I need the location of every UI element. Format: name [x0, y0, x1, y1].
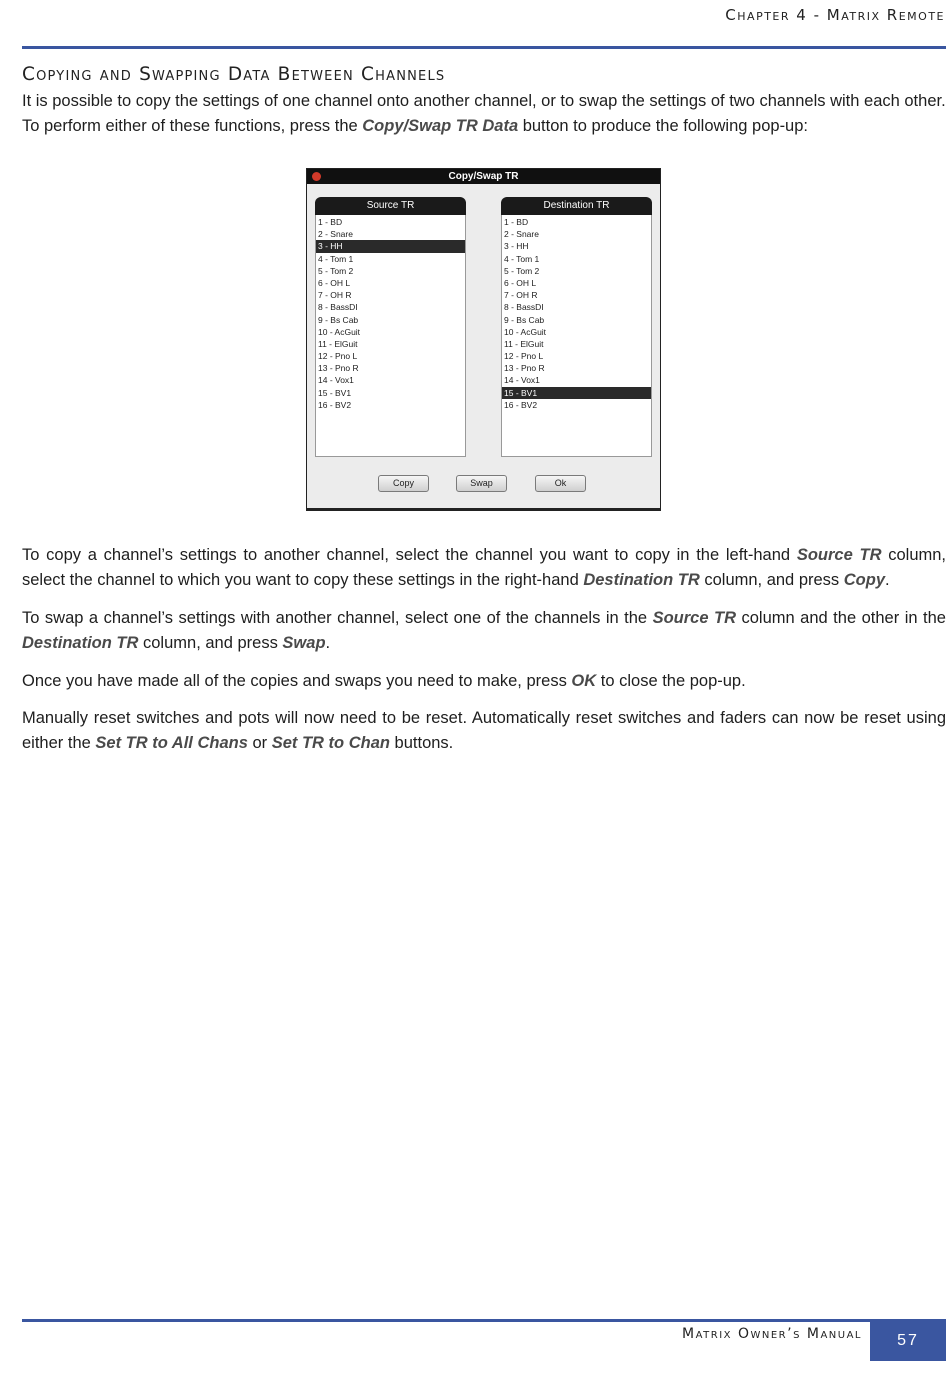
intro-paragraph: [22, 89, 946, 139]
section-title: Copying and Swapping Data Between Channels: [22, 64, 446, 85]
paragraph-text: buttons.: [389, 734, 454, 752]
paragraph-text: column, and press: [699, 571, 844, 589]
source-list-item[interactable]: 5 - Tom 2: [318, 265, 354, 276]
source-list-item[interactable]: 12 - Pno L: [318, 351, 358, 362]
source-list-item[interactable]: 2 - Snare: [318, 229, 353, 240]
destination-list-item[interactable]: 4 - Tom 1: [504, 253, 540, 264]
swap-ref: Swap: [282, 634, 326, 652]
paragraph-text: to close the pop-up.: [596, 672, 746, 690]
dialog-title: Copy/Swap TR: [448, 171, 519, 182]
source-list-item[interactable]: 13 - Pno R: [318, 363, 359, 374]
source-list-item[interactable]: 8 - BassDI: [318, 302, 358, 313]
swap-paragraph: [22, 606, 946, 656]
source-list-item[interactable]: 14 - Vox1: [318, 375, 354, 386]
source-list-item[interactable]: 11 - ElGuit: [318, 338, 358, 349]
ok-button[interactable]: Ok: [535, 475, 586, 492]
manual-title: Matrix Owner’s Manual: [682, 1326, 862, 1342]
destination-list-item[interactable]: 16 - BV2: [504, 399, 538, 410]
dialog-bottom-border: [307, 508, 660, 510]
copy-button[interactable]: Copy: [378, 475, 429, 492]
source-list-item[interactable]: 1 - BD: [318, 217, 343, 227]
header-rule: [22, 46, 946, 49]
destination-tr-ref: Destination TR: [583, 571, 700, 589]
page-number: 57: [870, 1321, 946, 1361]
copy-swap-button-ref: Copy/Swap TR Data: [362, 117, 519, 135]
destination-list-item[interactable]: 8 - BassDI: [504, 302, 544, 313]
swap-button[interactable]: Swap: [456, 475, 507, 492]
ok-paragraph: [22, 669, 946, 694]
destination-list-panel: [501, 197, 652, 460]
destination-tr-ref: Destination TR: [22, 634, 139, 652]
copy-swap-dialog: [306, 168, 661, 511]
destination-list-header: Destination TR: [501, 197, 652, 215]
destination-list-item[interactable]: 10 - AcGuit: [504, 326, 547, 337]
copy-paragraph: [22, 543, 946, 593]
source-list-item[interactable]: 7 - OH R: [318, 290, 352, 301]
destination-list-item[interactable]: 15 - BV1: [502, 387, 651, 399]
source-list-header: Source TR: [315, 197, 466, 215]
set-tr-all-chans-ref: Set TR to All Chans: [95, 734, 248, 752]
destination-list-item[interactable]: 11 - ElGuit: [504, 338, 544, 349]
source-list-item[interactable]: 3 - HH: [316, 240, 465, 252]
set-tr-chan-ref: Set TR to Chan: [271, 734, 390, 752]
dialog-titlebar: [307, 169, 660, 184]
paragraph-text: .: [325, 634, 331, 652]
ok-ref: OK: [571, 672, 597, 690]
source-tr-ref: Source TR: [652, 609, 736, 627]
source-list-item[interactable]: 15 - BV1: [318, 387, 352, 398]
paragraph-text: column, and press: [138, 634, 283, 652]
destination-list-item[interactable]: 1 - BD: [504, 217, 529, 227]
source-list-item[interactable]: 6 - OH L: [318, 277, 351, 288]
paragraph-text: or: [247, 734, 272, 752]
close-icon[interactable]: [312, 172, 321, 181]
source-list-panel: [315, 197, 466, 460]
destination-list[interactable]: [501, 215, 652, 457]
source-list-item[interactable]: 9 - Bs Cab: [318, 314, 359, 325]
reset-paragraph: [22, 706, 946, 756]
paragraph-text: To copy a channel’s settings to another channel, select the channel you want to copy in the left-hand: [22, 546, 797, 564]
intro-line-1: It is possible to copy the settings of one channel onto another channel, or to swap the settings of two channels with each other.: [22, 92, 946, 110]
destination-list-item[interactable]: 13 - Pno R: [504, 363, 545, 374]
paragraph-text: column, select the channel to which you want to copy these settings in the right-hand: [22, 546, 947, 589]
destination-list-item[interactable]: 5 - Tom 2: [504, 265, 540, 276]
paragraph-text: To swap a channel’s settings with another channel, select one of the channels in the: [22, 609, 653, 627]
intro-text: To perform either of these functions, press the: [22, 117, 363, 135]
paragraph-text: Manually reset switches and pots will now need to be reset. Automatically reset switches and faders can now be reset using either the: [22, 709, 946, 752]
source-list-item[interactable]: 10 - AcGuit: [318, 326, 361, 337]
paragraph-text: Once you have made all of the copies and swaps you need to make, press: [22, 672, 572, 690]
destination-list-item[interactable]: 7 - OH R: [504, 290, 538, 301]
destination-list-item[interactable]: 3 - HH: [504, 241, 529, 252]
paragraph-text: .: [885, 571, 890, 589]
source-tr-ref: Source TR: [796, 546, 882, 564]
intro-text: button to produce the following pop-up:: [518, 117, 808, 135]
destination-list-item[interactable]: 12 - Pno L: [504, 351, 544, 362]
source-list-item[interactable]: 16 - BV2: [318, 399, 352, 410]
copy-ref: Copy: [843, 571, 886, 589]
chapter-header: Chapter 4 - Matrix Remote: [725, 6, 945, 24]
destination-list-item[interactable]: 14 - Vox1: [504, 375, 540, 386]
source-list[interactable]: [315, 215, 466, 457]
destination-list-item[interactable]: 2 - Snare: [504, 229, 539, 240]
source-list-item[interactable]: 4 - Tom 1: [318, 253, 354, 264]
destination-list-item[interactable]: 9 - Bs Cab: [504, 314, 545, 325]
footer-rule: [22, 1319, 946, 1322]
destination-list-item[interactable]: 6 - OH L: [504, 277, 537, 288]
paragraph-text: column and the other in the: [736, 609, 946, 627]
